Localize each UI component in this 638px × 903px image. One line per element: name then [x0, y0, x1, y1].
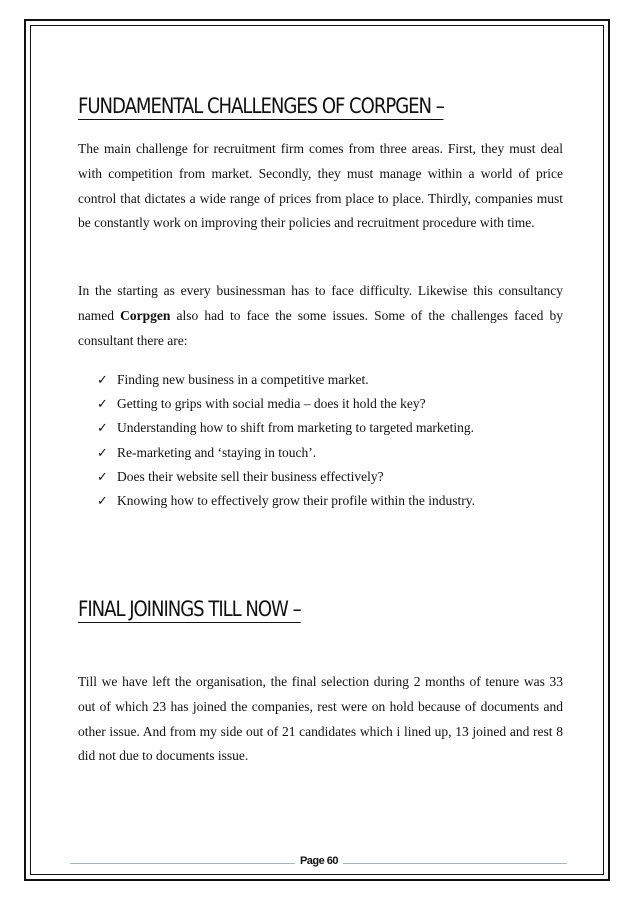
challenges-paragraph: The main challenge for recruitment firm comes from three areas. First, they must deal with competition from market. Secondly, they must manage within a world of price control that dictates a wide range of prices from place to place. Thirdly, companies must be constantly work on improving their policies and recruitment procedure with time. [78, 141, 563, 231]
section-heading-challenges [78, 94, 444, 118]
list-item [97, 465, 475, 489]
list-item-text: Does their website sell their business effectively? [117, 468, 384, 484]
section-heading-joinings [78, 597, 301, 621]
list-item-text: Getting to grips with social media – does it hold the key? [117, 396, 426, 412]
list-item [97, 368, 475, 392]
section-heading-challenges-text: FUNDAMENTAL CHALLENGES OF CORPGEN – [78, 94, 444, 118]
checkmark-icon: ✓ [97, 469, 108, 485]
list-item-text: Understanding how to shift from marketing to targeted marketing. [117, 420, 475, 436]
challenges-list [97, 368, 475, 513]
corpgen-paragraph-start: In the starting as every businessman has to face difficulty. Likewise this consultancy named [78, 283, 563, 323]
checkmark-icon: ✓ [97, 373, 108, 388]
footer-rule-left [70, 863, 295, 864]
list-item-text: Knowing how to effectively grow their profile within the industry. [117, 492, 476, 508]
list-item [97, 489, 475, 513]
corpgen-paragraph [78, 279, 563, 353]
list-item [97, 392, 475, 416]
joinings-paragraph: Till we have left the organisation, the final selection during 2 months of tenure was 33 out of which 23 has joined the companies, rest were on hold because of documents and other issue. And from my side out of 21 candidates which i lined up, 13 joined and rest 8 did not due to documents issue. [78, 674, 563, 764]
checkmark-icon: ✓ [97, 445, 108, 461]
section-heading-joinings-text: FINAL JOININGS TILL NOW – [78, 597, 301, 621]
list-item-text: Re-marketing and ‘staying in touch’. [117, 444, 317, 460]
checkmark-icon: ✓ [97, 493, 108, 509]
list-item [97, 416, 475, 440]
corpgen-name: Corpgen [120, 307, 171, 323]
checkmark-icon: ✓ [97, 421, 108, 437]
page-number: Page 60 [299, 855, 339, 867]
footer-rule-right [343, 863, 567, 864]
checkmark-icon: ✓ [97, 397, 108, 413]
list-item-text: Finding new business in a competitive market. [117, 372, 369, 387]
corpgen-paragraph-end: also had to face the some issues. Some of the challenges faced by consultant there are: [78, 307, 563, 348]
list-item [97, 441, 475, 465]
